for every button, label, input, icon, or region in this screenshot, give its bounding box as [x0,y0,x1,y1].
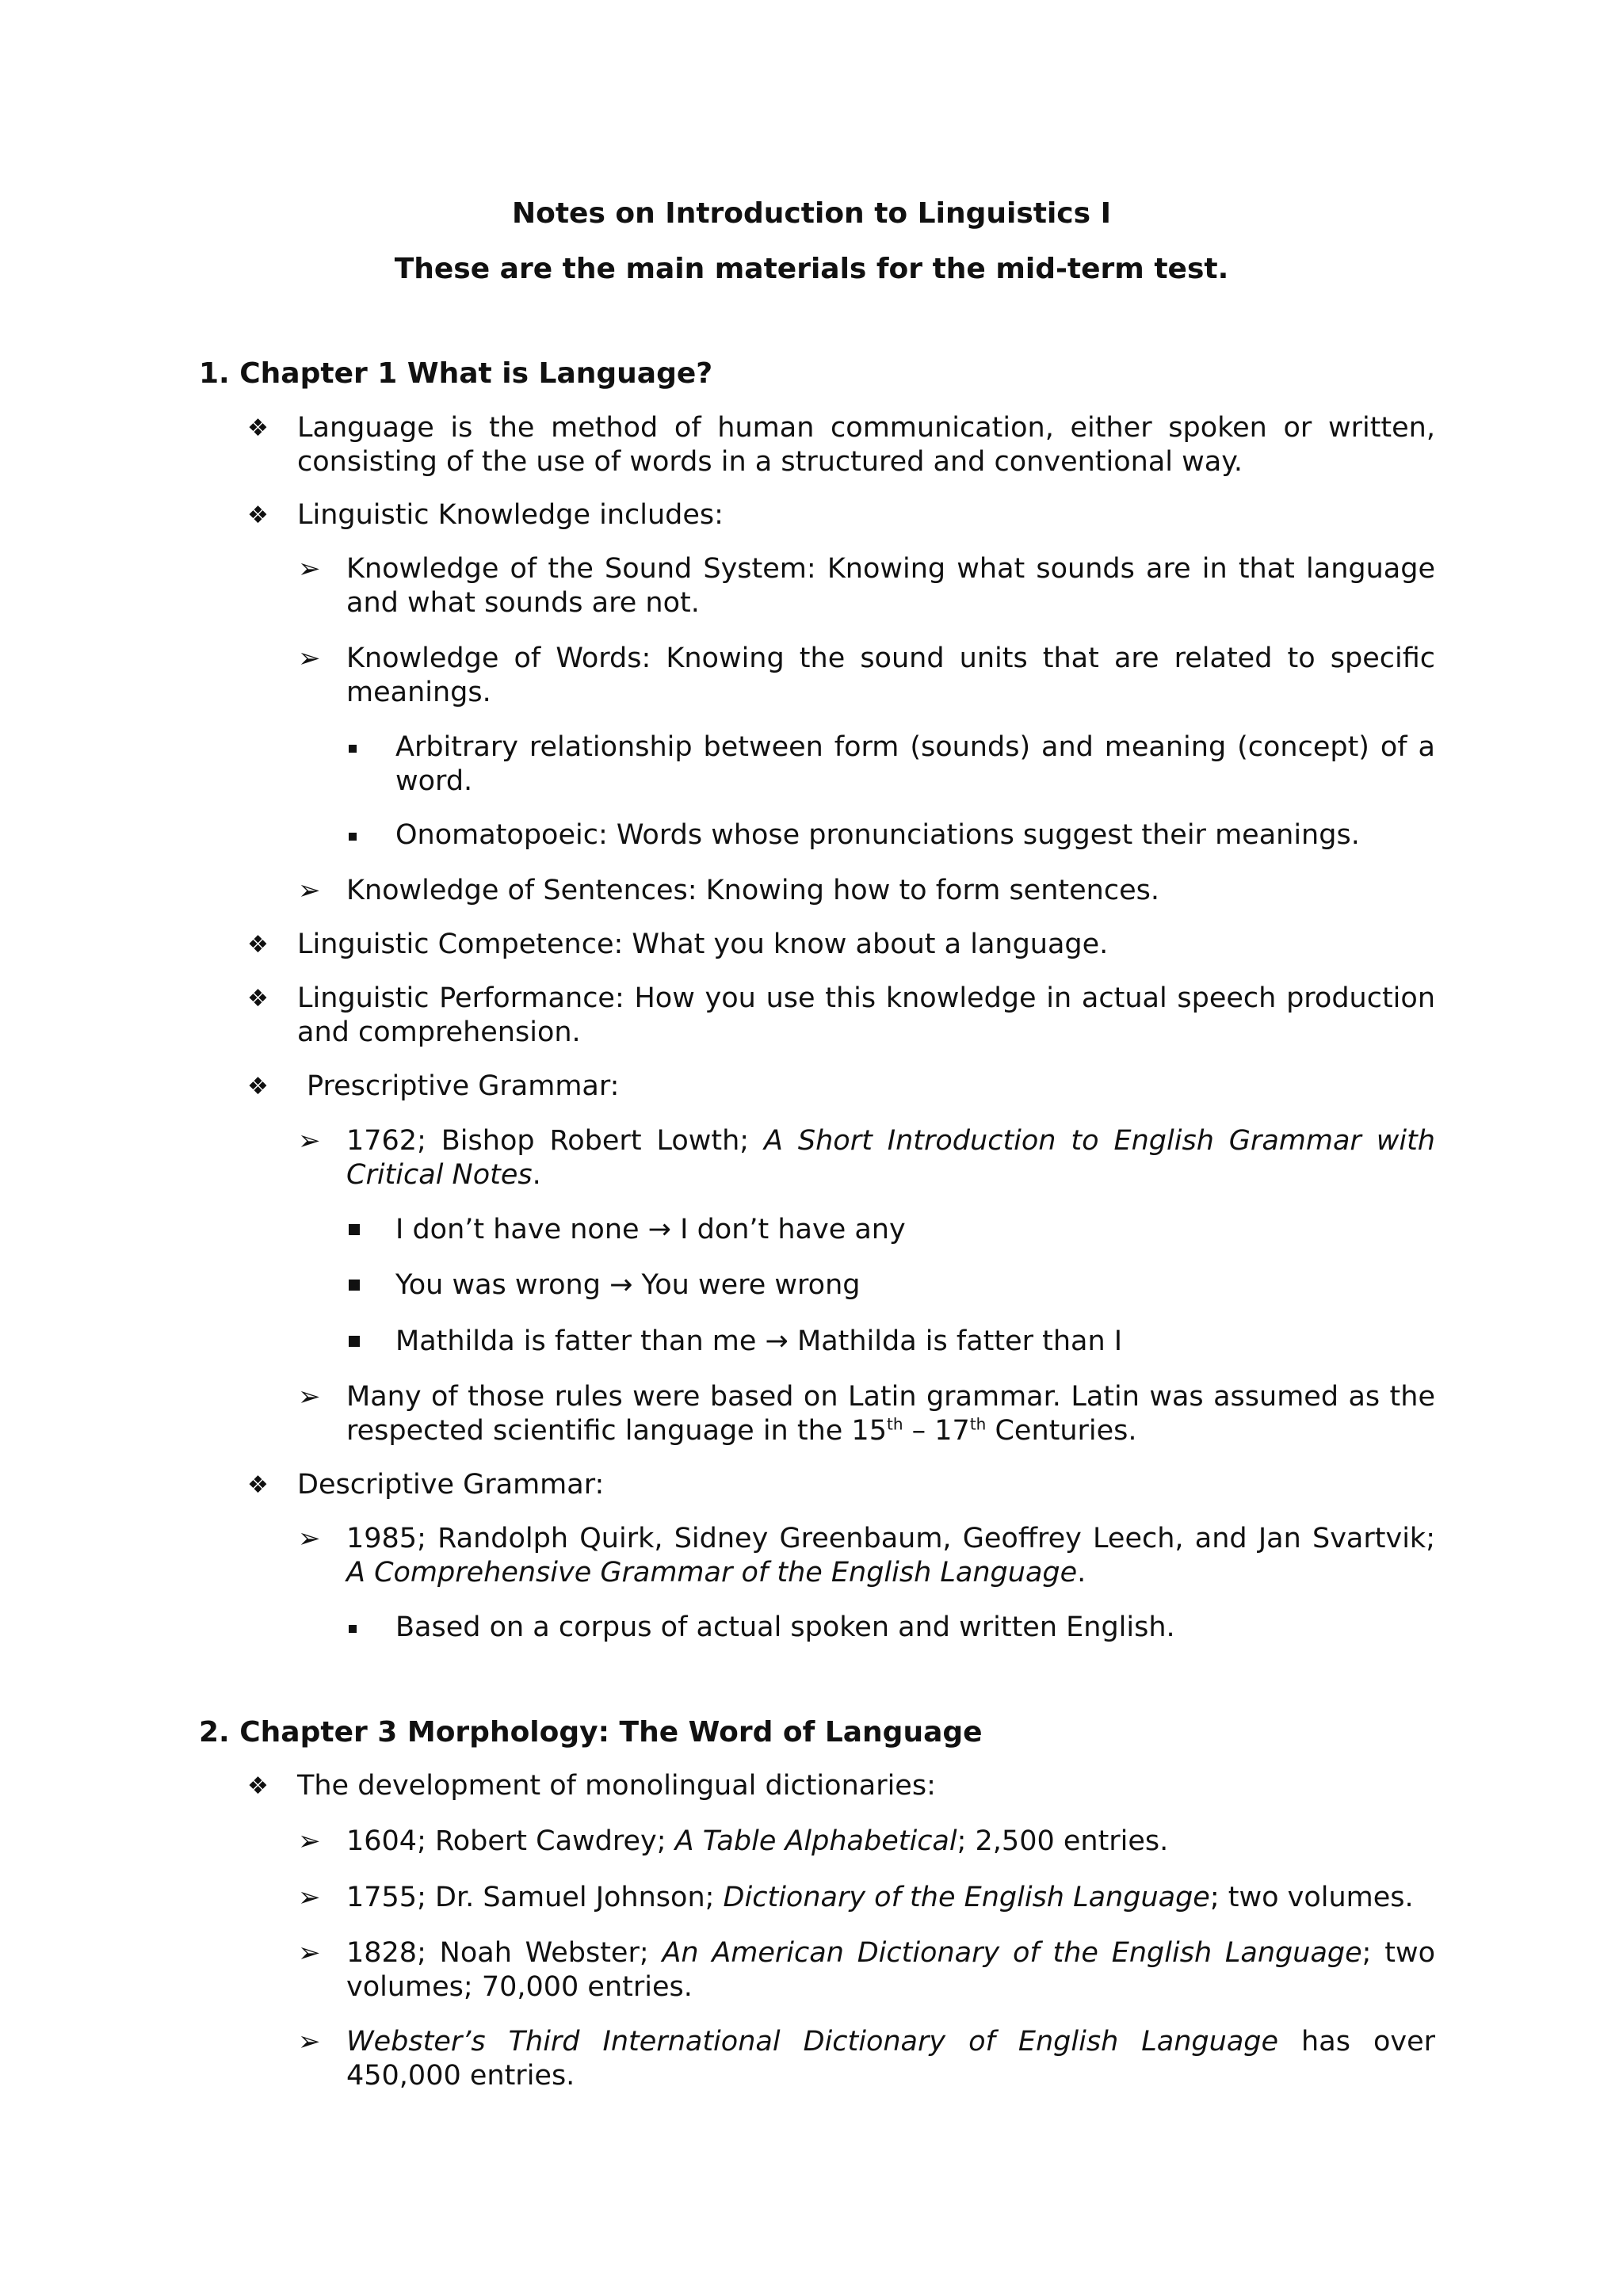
section-heading-chapter-3: 2. Chapter 3 Morphology: The Word of Language [199,1716,983,1749]
arrow-bullet-icon: ➢ [298,1937,321,1969]
johnson-entry [346,1881,1435,1915]
descriptive-grammar: Descriptive Grammar: [297,1469,605,1501]
document-title: Notes on Introduction to Linguistics I [511,197,1112,230]
cawdrey-entry [346,1825,1435,1859]
johnson-pre: 1755; Dr. Samuel Johnson; [346,1882,724,1913]
latin-pre: Many of those rules were based on Latin grammar. Latin was assumed as the respected scientific language in the 15 [346,1381,1435,1447]
square-bullet-icon [349,730,380,765]
dictionaries-intro: The development of monolingual dictionaries: [297,1770,936,1802]
webster-book-title: An American Dictionary of the English Language [662,1937,1362,1969]
lowth-reference [346,1124,1435,1192]
arrow-bullet-icon: ➢ [298,643,321,674]
cawdrey-post: ; 2,500 entries. [957,1825,1169,1857]
lowth-pre: 1762; Bishop Robert Lowth; [346,1125,765,1157]
corpus-note: Based on a corpus of actual spoken and written English. [395,1611,1175,1643]
diamond-bullet-icon: ❖ [247,1772,269,1800]
linguistic-performance: Linguistic Performance: How you use this knowledge in actual speech production and comprehension. [297,982,1435,1048]
onomatopoeic: Onomatopoeic: Words whose pronunciations suggest their meanings. [395,819,1360,851]
webster-third-post: has over 450,000 entries. [346,2026,1436,2092]
prescriptive-example-3: Mathilda is fatter than me → Mathilda is fatter than I [395,1325,1123,1357]
johnson-post: ; two volumes. [1209,1882,1414,1913]
section-heading-chapter-1: 1. Chapter 1 What is Language? [199,357,713,390]
knowledge-sound-system: Knowledge of the Sound System: Knowing what sounds are in that language and what sounds are not. [346,553,1435,619]
webster-pre: 1828; Noah Webster; [346,1937,663,1969]
diamond-bullet-icon: ❖ [247,502,269,529]
knowledge-sentences: Knowledge of Sentences: Knowing how to form sentences. [346,875,1159,906]
latin-mid: – 17 [903,1415,970,1447]
cawdrey-book-title: A Table Alphabetical [674,1825,957,1857]
diamond-bullet-icon: ❖ [247,414,269,442]
prescriptive-example-1: I don’t have none → I don’t have any [395,1214,906,1245]
prescriptive-example-2: You was wrong → You were wrong [395,1269,861,1301]
quirk-book-title: A Comprehensive Grammar of the English Language [346,1557,1078,1589]
latin-sup-2: th [969,1414,987,1434]
arrow-bullet-icon: ➢ [298,875,321,906]
quirk-pre: 1985; Randolph Quirk, Sidney Greenbaum, Geoffrey Leech, and Jan Svartvik; [346,1523,1435,1554]
quirk-post: . [1077,1557,1086,1589]
arrow-bullet-icon: ➢ [298,1825,321,1857]
square-bullet-icon [349,1325,380,1359]
lowth-book-title: A Short Introduction to English Grammar with Critical Notes [346,1125,1435,1191]
square-bullet-icon [349,1611,380,1645]
webster-entry [346,1936,1435,2004]
linguistic-competence: Linguistic Competence: What you know about a language. [297,929,1109,960]
arrow-bullet-icon: ➢ [298,1523,321,1554]
johnson-book-title: Dictionary of the English Language [723,1882,1210,1913]
quirk-reference [346,1522,1435,1590]
latin-post: Centuries. [986,1415,1137,1447]
linguistic-knowledge-intro: Linguistic Knowledge includes: [297,499,724,531]
arrow-bullet-icon: ➢ [298,2026,321,2058]
diamond-bullet-icon: ❖ [247,985,269,1013]
webster-third-entry [346,2025,1435,2093]
arrow-bullet-icon: ➢ [298,1882,321,1913]
prescriptive-grammar: Prescriptive Grammar: [307,1070,620,1102]
latin-sup-1: th [886,1414,903,1434]
webster-third-title: Webster’s Third International Dictionary of English Language [346,2026,1279,2058]
arrow-bullet-icon: ➢ [298,553,321,585]
latin-grammar-note [346,1380,1435,1448]
arbitrary-relationship: Arbitrary relationship between form (sounds) and meaning (concept) of a word. [395,731,1435,797]
lowth-post: . [532,1159,541,1191]
arrow-bullet-icon: ➢ [298,1381,321,1413]
square-bullet-icon [349,1213,380,1247]
arrow-bullet-icon: ➢ [298,1125,321,1157]
knowledge-words: Knowledge of Words: Knowing the sound units that are related to specific meanings. [346,643,1435,708]
document-subtitle: These are the main materials for the mid-term test. [394,253,1229,285]
language-definition: Language is the method of human communication, either spoken or written, consisting of the use of words in a structured and conventional way. [297,412,1435,478]
square-bullet-icon [349,1268,380,1302]
diamond-bullet-icon: ❖ [247,1471,269,1499]
cawdrey-pre: 1604; Robert Cawdrey; [346,1825,675,1857]
square-bullet-icon [349,818,380,852]
diamond-bullet-icon: ❖ [247,1073,269,1100]
webster-post: ; two volumes; 70,000 entries. [346,1937,1435,2003]
diamond-bullet-icon: ❖ [247,931,269,959]
